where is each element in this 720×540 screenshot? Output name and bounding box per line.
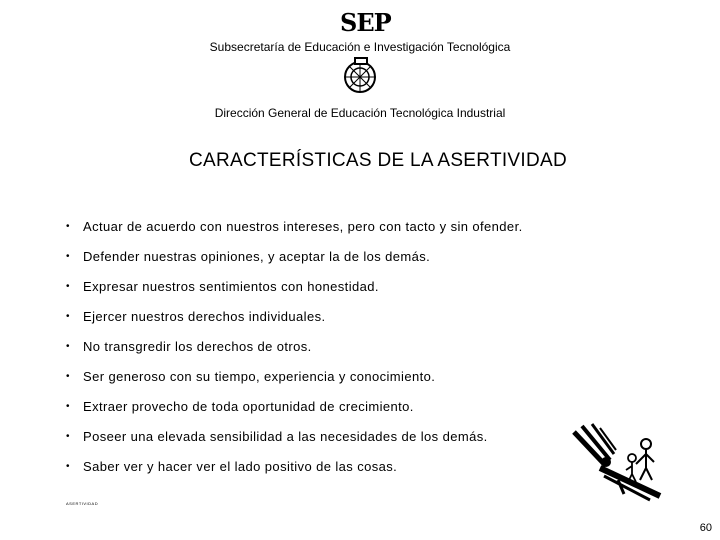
characteristics-list — [66, 218, 523, 488]
people-clipart-icon — [560, 420, 672, 504]
bullet: • — [66, 311, 70, 322]
bullet: • — [66, 401, 70, 412]
list-item — [66, 398, 523, 428]
list-item — [66, 278, 523, 308]
sep-emblem-icon — [340, 55, 380, 95]
list-item — [66, 308, 523, 338]
list-item-text: Ser generoso con su tiempo, experiencia y conocimiento. — [83, 369, 436, 384]
bullet: • — [66, 431, 70, 442]
bullet: • — [66, 461, 70, 472]
bullet: • — [66, 371, 70, 382]
list-item-text: Poseer una elevada sensibilidad a las necesidades de los demás. — [83, 429, 488, 444]
list-item — [66, 458, 523, 488]
bullet: • — [66, 341, 70, 352]
list-item — [66, 338, 523, 368]
sep-logo-text: SEP — [340, 8, 391, 37]
list-item-text: Ejercer nuestros derechos individuales. — [83, 309, 326, 324]
list-item — [66, 368, 523, 398]
list-item-text: Saber ver y hacer ver el lado positivo de las cosas. — [83, 459, 398, 474]
page-number: 60 — [699, 522, 712, 534]
bullet: • — [66, 281, 70, 292]
list-item — [66, 248, 523, 278]
direccion-heading: Dirección General de Educación Tecnológica Industrial — [214, 106, 506, 120]
bullet: • — [66, 221, 70, 232]
list-item-text: Extraer provecho de toda oportunidad de crecimiento. — [83, 399, 414, 414]
subsecretaria-heading: Subsecretaría de Educación e Investigación Tecnológica — [209, 40, 511, 54]
bullet: • — [66, 251, 70, 262]
list-item-text: Actuar de acuerdo con nuestros intereses, pero con tacto y sin ofender. — [83, 219, 523, 234]
list-item-text: Defender nuestras opiniones, y aceptar la de los demás. — [83, 249, 431, 264]
sep-logo — [340, 8, 391, 38]
list-item — [66, 218, 523, 248]
list-item-text: Expresar nuestros sentimientos con honestidad. — [83, 279, 379, 294]
list-item — [66, 428, 523, 458]
list-item-text: No transgredir los derechos de otros. — [83, 339, 312, 354]
footnote: ASERTIVIDAD — [66, 501, 99, 506]
page-title: CARACTERÍSTICAS DE LA ASERTIVIDAD — [188, 150, 568, 171]
